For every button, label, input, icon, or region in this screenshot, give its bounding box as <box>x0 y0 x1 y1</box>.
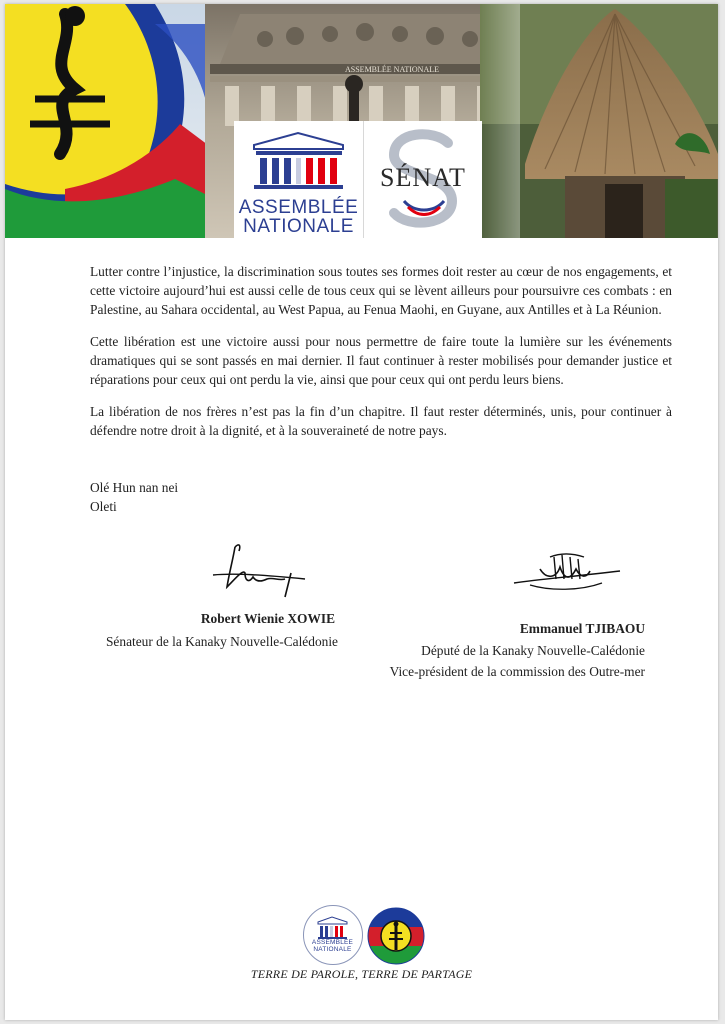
signature-left-image <box>205 539 315 599</box>
an-logo-line1: ASSEMBLÉE <box>238 197 359 218</box>
hemicycle-icon <box>234 121 363 197</box>
senat-logo <box>364 121 482 238</box>
paragraph-3: La libération de nos frères n’est pas la fin d’un chapitre. Il faut rester déterminés, unis, pour continuer à défendre notre droit à la dignité, et à la souveraineté de notre pays. <box>90 404 672 438</box>
header-banner <box>5 4 718 238</box>
footer-hemicycle-icon <box>304 910 361 942</box>
kanak-hut-image <box>480 4 718 238</box>
signer-right-role: Vice-président de la commission des Outre-mer <box>389 664 645 679</box>
letter-body <box>90 262 672 453</box>
footer-an-line1: ASSEMBLÉE <box>311 939 354 946</box>
footer-logos <box>303 905 433 969</box>
kanaky-flag-emblem <box>367 907 425 965</box>
signer-right-name: Emmanuel TJIBAOU <box>519 621 645 636</box>
signer-left-title: Sénateur de la Kanaky Nouvelle-Calédonie <box>105 634 338 649</box>
letter-page <box>5 4 718 1020</box>
assemblee-nationale-logo <box>234 121 364 238</box>
signer-left-name: Robert Wienie XOWIE <box>200 611 335 626</box>
closing-line-2: Oleti <box>90 499 117 514</box>
senat-logo-text: SÉNAT <box>380 163 466 192</box>
signer-right-title: Député de la Kanaky Nouvelle-Calédonie <box>421 643 645 658</box>
paragraph-2: Cette libération est une victoire aussi pour nous permettre de faire toute la lumière sur les événements dramatiques qui se sont passés en mai dernier. Il faut continuer à rester mobilisés pour demander justice et réparations pour ceux qui ont perdu la vie, ainsi que pour ceux qui ont perdu leurs biens. <box>90 334 672 387</box>
an-logo-line2: NATIONALE <box>243 216 354 237</box>
footer-assemblee-logo <box>303 905 363 965</box>
letter-closing <box>90 478 178 516</box>
signature-right-image <box>510 549 625 594</box>
institution-logos <box>234 121 482 238</box>
closing-line-1: Olé Hun nan nei <box>90 480 179 495</box>
paragraph-1: Lutter contre l’injustice, la discrimination sous toutes ses formes doit rester au cœur de nos engagements, et cette victoire aujourd’hui est aussi celle de tous ceux qui se lèvent ailleurs pour poursuivre ces combats : en Palestine, au Sahara occidental, au West Papua, au Fenua Maohi, en Guyane, aux Antilles et à La Réunion. <box>90 264 672 317</box>
footer-motto: TERRE DE PAROLE, TERRE DE PARTAGE <box>250 967 473 981</box>
building-inscription: ASSEMBLÉE NATIONALE <box>345 65 439 74</box>
footer-an-line2: NATIONALE <box>313 946 352 953</box>
